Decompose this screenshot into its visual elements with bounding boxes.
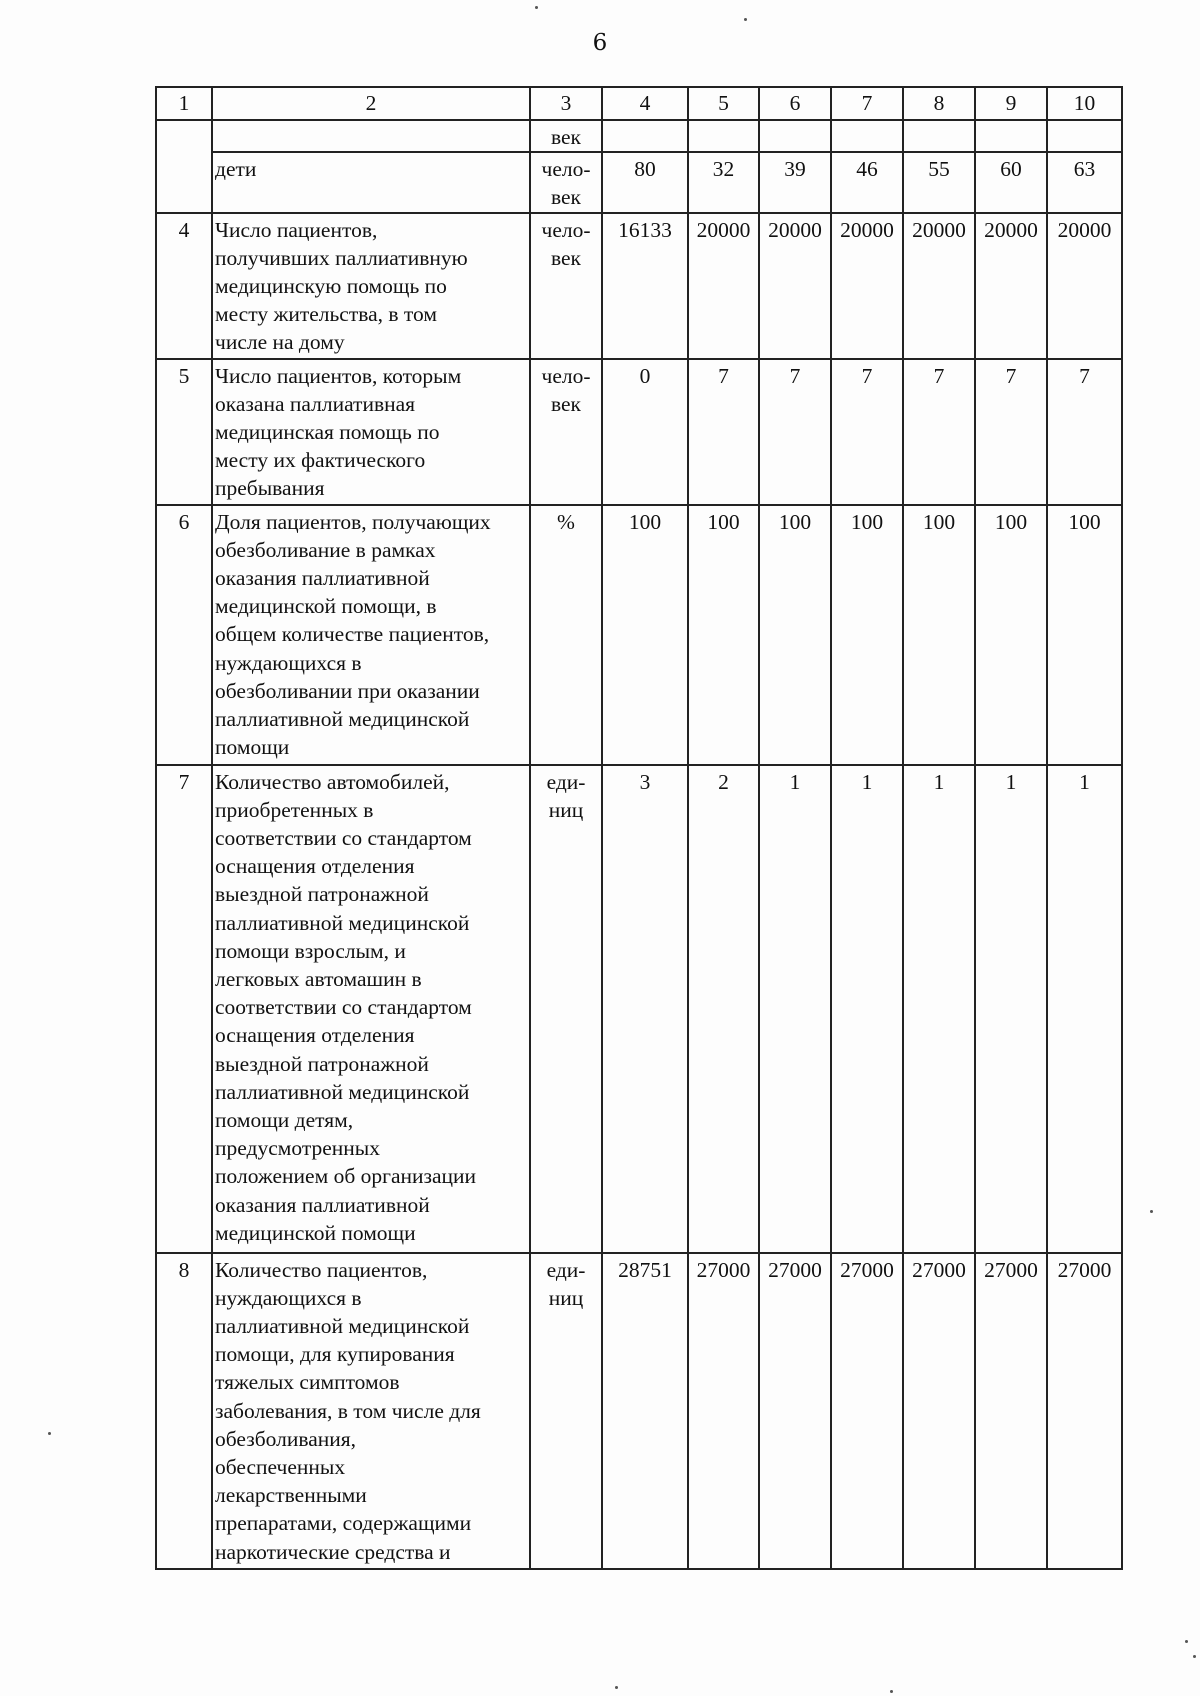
- indicator-name-line: легковых автомашин в: [215, 967, 422, 992]
- row-number-cell: 6: [156, 505, 212, 765]
- value-cell: 16133: [602, 213, 688, 359]
- value-cell: 20000: [831, 213, 903, 359]
- indicator-name-line: паллиативной медицинской: [215, 707, 470, 732]
- unit-line: век: [550, 391, 581, 416]
- table-row: [156, 765, 1122, 1253]
- scan-speck: [890, 1690, 893, 1693]
- indicator-name-line: оказана паллиативная: [215, 391, 416, 416]
- value-cell: 20000: [903, 213, 975, 359]
- value-cell: 27000: [688, 1253, 759, 1569]
- column-header: 10: [1047, 87, 1122, 120]
- indicator-name-line: медицинской помощи: [215, 1220, 416, 1245]
- table-row: [156, 505, 1122, 765]
- value-cell: 7: [975, 359, 1047, 505]
- value-cell: 27000: [1047, 1253, 1122, 1569]
- indicator-name-cell: [212, 359, 530, 505]
- indicator-name-line: Число пациентов, которым: [215, 363, 462, 388]
- indicator-name-line: пребывания: [215, 476, 325, 501]
- indicator-name-line: получивших паллиативную: [215, 245, 468, 270]
- indicator-name-line: паллиативной медицинской: [215, 1314, 470, 1339]
- indicators-table: [155, 86, 1123, 1570]
- indicator-name-line: медицинской помощи, в: [215, 594, 437, 619]
- value-cell: 7: [903, 359, 975, 505]
- indicator-name-line: Количество автомобилей,: [215, 769, 450, 794]
- indicator-name-line: помощи, для купирования: [215, 1342, 455, 1367]
- value-cell: 7: [759, 359, 831, 505]
- indicator-name-line: медицинская помощь по: [215, 420, 440, 445]
- value-cell: 0: [602, 359, 688, 505]
- indicator-name-line: Число пациентов,: [215, 217, 378, 242]
- indicator-name-cell: дети: [212, 152, 530, 212]
- row-number-cell: [156, 120, 212, 213]
- value-cell: 100: [1047, 505, 1122, 765]
- indicator-name-line: предусмотренных: [215, 1136, 380, 1161]
- unit-line: чело-: [541, 363, 591, 388]
- value-cell: 100: [759, 505, 831, 765]
- indicator-name-line: лекарственными: [215, 1483, 367, 1508]
- value-cell: [602, 120, 688, 152]
- column-header: 7: [831, 87, 903, 120]
- indicator-name-line: соответствии со стандартом: [215, 995, 472, 1020]
- unit-cell: [530, 152, 602, 212]
- indicator-name-line: приобретенных в: [215, 797, 374, 822]
- indicator-name-line: препаратами, содержащими: [215, 1511, 472, 1536]
- indicator-name-cell: [212, 213, 530, 359]
- value-cell: 27000: [759, 1253, 831, 1569]
- column-header: 4: [602, 87, 688, 120]
- indicator-name-line: паллиативной медицинской: [215, 1079, 470, 1104]
- value-cell: 20000: [975, 213, 1047, 359]
- unit-cell: [530, 505, 602, 765]
- value-cell: [975, 120, 1047, 152]
- table-row: [156, 213, 1122, 359]
- row-number-cell: 8: [156, 1253, 212, 1569]
- indicator-name-line: нуждающихся в: [215, 650, 362, 675]
- indicator-name-line: обезболивание в рамках: [215, 537, 436, 562]
- value-cell: 100: [903, 505, 975, 765]
- indicator-name-line: соответствии со стандартом: [215, 826, 472, 851]
- value-cell: 3: [602, 765, 688, 1253]
- value-cell: 20000: [1047, 213, 1122, 359]
- value-cell: 27000: [975, 1253, 1047, 1569]
- indicator-name-line: обезболивания,: [215, 1426, 357, 1451]
- table-row: [156, 359, 1122, 505]
- column-header: 3: [530, 87, 602, 120]
- indicator-name-line: заболевания, в том числе для: [215, 1398, 481, 1423]
- value-cell: 63: [1047, 152, 1122, 212]
- scan-speck: [1193, 1655, 1196, 1658]
- value-cell: 2: [688, 765, 759, 1253]
- indicator-name-line: помощи детям,: [215, 1108, 354, 1133]
- indicator-name-line: медицинскую помощь по: [215, 274, 447, 299]
- indicator-name-line: Доля пациентов, получающих: [215, 509, 491, 534]
- indicator-name-line: паллиативной медицинской: [215, 910, 470, 935]
- indicator-name-line: положением об организации: [215, 1164, 477, 1189]
- value-cell: 7: [831, 359, 903, 505]
- unit-line: чело-: [541, 217, 591, 242]
- value-cell: 27000: [831, 1253, 903, 1569]
- value-cell: 1: [903, 765, 975, 1253]
- indicator-name-line: помощи взрослым, и: [215, 938, 406, 963]
- indicator-name-line: выездной патронажной: [215, 882, 429, 907]
- row-number-cell: 5: [156, 359, 212, 505]
- value-cell: [688, 120, 759, 152]
- table-row: [156, 120, 1122, 152]
- scan-speck: [744, 18, 747, 21]
- scan-speck: [535, 6, 538, 9]
- indicator-name-cell: [212, 120, 530, 152]
- value-cell: 28751: [602, 1253, 688, 1569]
- unit-cell: [530, 359, 602, 505]
- value-cell: 7: [1047, 359, 1122, 505]
- indicator-name-line: помощи: [215, 735, 290, 760]
- indicator-name-line: оказания паллиативной: [215, 566, 430, 591]
- column-header: 9: [975, 87, 1047, 120]
- unit-cell: [530, 213, 602, 359]
- scan-speck: [1185, 1640, 1188, 1643]
- value-cell: 7: [688, 359, 759, 505]
- column-header: 5: [688, 87, 759, 120]
- indicator-name-cell: [212, 505, 530, 765]
- value-cell: 100: [975, 505, 1047, 765]
- value-cell: 1: [975, 765, 1047, 1253]
- indicator-name-line: обеспеченных: [215, 1455, 346, 1480]
- unit-line: век: [550, 245, 581, 270]
- unit-line: еди-: [546, 769, 586, 794]
- value-cell: 1: [831, 765, 903, 1253]
- value-cell: 46: [831, 152, 903, 212]
- indicator-name-line: наркотические средства и: [215, 1539, 451, 1564]
- value-cell: 32: [688, 152, 759, 212]
- unit-line: ниц: [548, 797, 584, 822]
- value-cell: 20000: [759, 213, 831, 359]
- unit-cell: [530, 765, 602, 1253]
- indicator-name-cell: [212, 765, 530, 1253]
- indicator-name-line: нуждающихся в: [215, 1285, 362, 1310]
- value-cell: 100: [602, 505, 688, 765]
- unit-cell: [530, 1253, 602, 1569]
- column-header: 6: [759, 87, 831, 120]
- value-cell: [831, 120, 903, 152]
- column-header: 8: [903, 87, 975, 120]
- value-cell: 27000: [903, 1253, 975, 1569]
- unit-line: ниц: [548, 1285, 584, 1310]
- row-number-cell: 7: [156, 765, 212, 1253]
- table-row: [156, 152, 1122, 212]
- indicator-name-line: обезболивании при оказании: [215, 678, 480, 703]
- indicator-name-cell: [212, 1253, 530, 1569]
- indicator-name-line: общем количестве пациентов,: [215, 622, 490, 647]
- column-number-row: [156, 87, 1122, 120]
- indicator-name-line: Количество пациентов,: [215, 1257, 428, 1282]
- indicator-name-line: оказания паллиативной: [215, 1192, 430, 1217]
- row-number-cell: 4: [156, 213, 212, 359]
- value-cell: 100: [688, 505, 759, 765]
- value-cell: 39: [759, 152, 831, 212]
- indicator-name-line: месту их фактического: [215, 448, 426, 473]
- unit-line: чело-: [541, 157, 591, 182]
- page-number: 6: [592, 30, 608, 56]
- indicator-name-line: оснащения отделения: [215, 1023, 415, 1048]
- value-cell: 20000: [688, 213, 759, 359]
- value-cell: 80: [602, 152, 688, 212]
- indicator-name-line: выездной патронажной: [215, 1051, 429, 1076]
- value-cell: [759, 120, 831, 152]
- value-cell: 55: [903, 152, 975, 212]
- value-cell: 1: [759, 765, 831, 1253]
- unit-line: еди-: [546, 1257, 586, 1282]
- scan-speck: [1150, 1210, 1153, 1213]
- indicator-name-line: оснащения отделения: [215, 854, 415, 879]
- indicator-name-line: тяжелых симптомов: [215, 1370, 400, 1395]
- value-cell: 100: [831, 505, 903, 765]
- indicator-name-line: месту жительства, в том: [215, 302, 437, 327]
- column-header: 2: [212, 87, 530, 120]
- column-header: 1: [156, 87, 212, 120]
- value-cell: 60: [975, 152, 1047, 212]
- value-cell: [903, 120, 975, 152]
- table-row: [156, 1253, 1122, 1569]
- indicator-name-line: числе на дому: [215, 330, 345, 355]
- unit-line: %: [557, 509, 575, 534]
- scan-speck: [48, 1432, 51, 1435]
- scan-speck: [615, 1686, 618, 1689]
- unit-line: век: [550, 185, 581, 210]
- value-cell: [1047, 120, 1122, 152]
- value-cell: 1: [1047, 765, 1122, 1253]
- unit-cell: век: [530, 120, 602, 152]
